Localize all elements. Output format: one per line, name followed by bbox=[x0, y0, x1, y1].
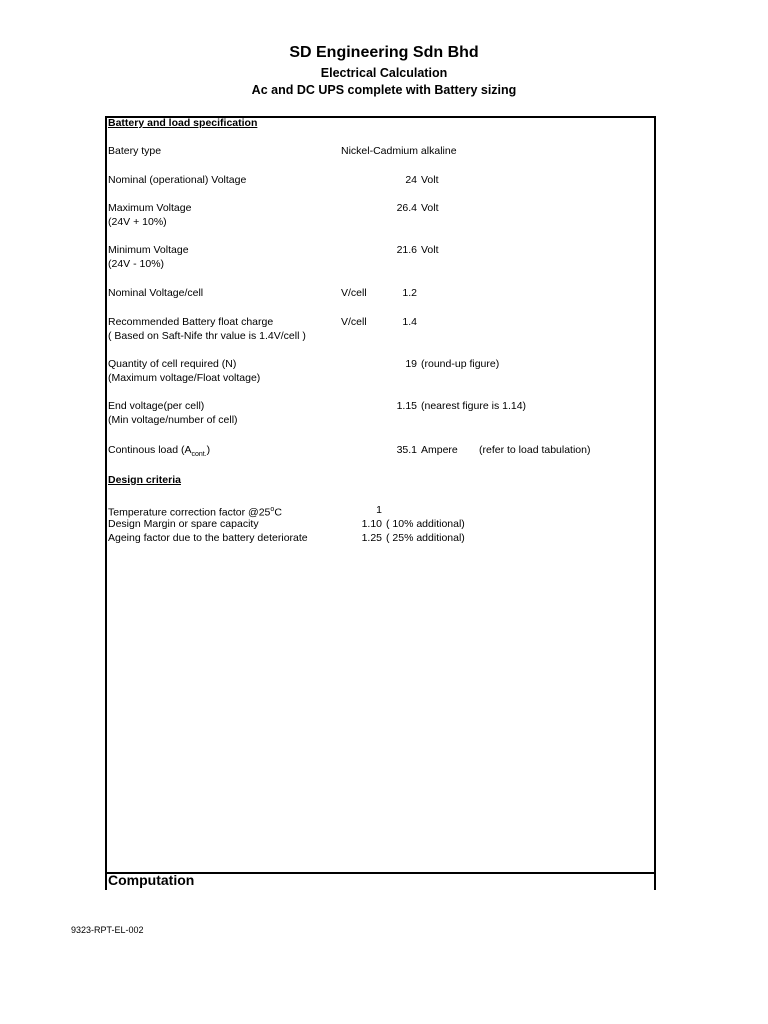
nominal-voltage-unit: Volt bbox=[421, 174, 439, 186]
continuous-load-unit: Ampere bbox=[421, 444, 458, 456]
temp-factor-label-end: C bbox=[274, 506, 282, 519]
continuous-load-label-text: Continous load (A bbox=[108, 444, 192, 456]
continuous-load-label bbox=[108, 443, 210, 462]
nominal-cell-unit: V/cell bbox=[341, 287, 367, 299]
design-heading: Design criteria bbox=[108, 474, 181, 486]
cell-qty-note: (Maximum voltage/Float voltage) bbox=[108, 372, 261, 384]
float-charge-note: ( Based on Saft-Nife thr value is 1.4V/cell ) bbox=[108, 330, 306, 342]
end-voltage-label: End voltage(per cell) bbox=[108, 400, 205, 412]
nominal-cell-value: 1.2 bbox=[402, 287, 417, 299]
max-voltage-unit: Volt bbox=[421, 202, 439, 214]
continuous-load-value: 35.1 bbox=[396, 444, 417, 456]
design-margin-value: 1.10 bbox=[361, 518, 382, 530]
max-voltage-label: Maximum Voltage bbox=[108, 202, 192, 214]
end-voltage-remark: (nearest figure is 1.14) bbox=[421, 400, 527, 412]
min-voltage-note: (24V - 10%) bbox=[108, 258, 165, 270]
end-voltage-value: 1.15 bbox=[396, 400, 417, 412]
company-name: SD Engineering Sdn Bhd bbox=[289, 44, 479, 61]
ageing-factor-remark: ( 25% additional) bbox=[386, 532, 465, 544]
design-margin-label: Design Margin or spare capacity bbox=[108, 518, 259, 530]
max-voltage-value: 26.4 bbox=[396, 202, 417, 214]
ageing-factor-value: 1.25 bbox=[361, 532, 382, 544]
continuous-load-label-sub: cont. bbox=[191, 451, 207, 459]
battery-type-label: Batery type bbox=[108, 145, 162, 157]
float-charge-value: 1.4 bbox=[402, 316, 417, 328]
cell-qty-remark: (round-up figure) bbox=[421, 358, 500, 370]
continuous-load-remark: (refer to load tabulation) bbox=[479, 444, 591, 456]
temp-factor-label-sup: o bbox=[270, 506, 275, 513]
document-subtitle: Electrical Calculation bbox=[320, 66, 448, 80]
document-number: 9323-RPT-EL-002 bbox=[71, 925, 144, 935]
temp-factor-label-text: Temperature correction factor @25 bbox=[108, 506, 271, 519]
float-charge-unit: V/cell bbox=[341, 316, 367, 328]
continuous-load-label-end: ) bbox=[206, 444, 211, 456]
design-margin-remark: ( 10% additional) bbox=[386, 518, 465, 530]
max-voltage-note: (24V + 10%) bbox=[108, 216, 167, 228]
min-voltage-unit: Volt bbox=[421, 244, 439, 256]
end-voltage-note: (Min voltage/number of cell) bbox=[108, 414, 238, 426]
spec-heading: Battery and load specification bbox=[108, 117, 258, 129]
ageing-factor-label: Ageing factor due to the battery deteriorate bbox=[108, 532, 308, 544]
nominal-cell-label: Nominal Voltage/cell bbox=[108, 287, 204, 299]
cell-qty-value: 19 bbox=[405, 358, 417, 370]
float-charge-label: Recommended Battery float charge bbox=[108, 316, 274, 328]
battery-type-value: Nickel-Cadmium alkaline bbox=[341, 145, 457, 157]
nominal-voltage-label: Nominal (operational) Voltage bbox=[108, 174, 247, 186]
computation-heading: Computation bbox=[108, 872, 195, 888]
min-voltage-label: Minimum Voltage bbox=[108, 244, 189, 256]
temp-factor-value: 1 bbox=[376, 504, 382, 516]
min-voltage-value: 21.6 bbox=[396, 244, 417, 256]
cell-qty-label: Quantity of cell required (N) bbox=[108, 358, 237, 370]
nominal-voltage-value: 24 bbox=[405, 174, 417, 186]
document-subtitle-2: Ac and DC UPS complete with Battery sizing bbox=[251, 83, 517, 97]
